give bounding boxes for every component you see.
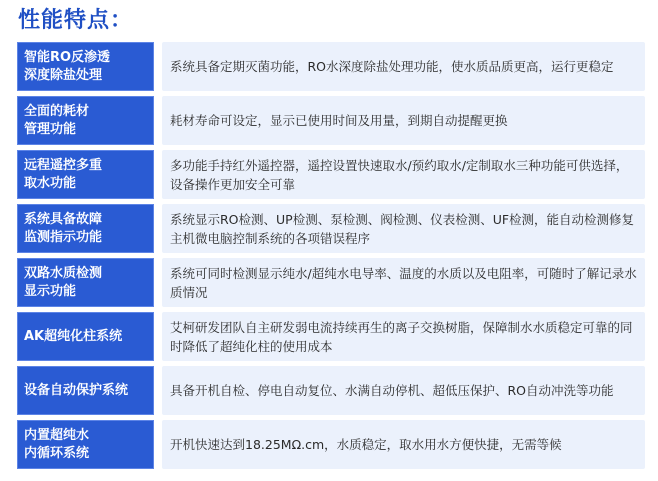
feature-row	[17, 150, 645, 199]
feature-row	[17, 258, 645, 307]
feature-row	[17, 420, 645, 469]
feature-row	[17, 42, 645, 91]
feature-row	[17, 366, 645, 415]
feature-label: 内置超纯水 内循环系统	[17, 420, 154, 469]
feature-description: 具备开机自检、停电自动复位、水满自动停机、超低压保护、RO自动冲洗等功能	[162, 366, 645, 415]
feature-label: 全面的耗材 管理功能	[17, 96, 154, 145]
feature-row	[17, 312, 645, 361]
feature-table	[17, 42, 645, 474]
section-heading	[18, 0, 133, 36]
feature-label: 系统具备故障 监测指示功能	[17, 204, 154, 253]
feature-label: 双路水质检测 显示功能	[17, 258, 154, 307]
feature-description: 耗材寿命可设定，显示已使用时间及用量，到期自动提醒更换	[162, 96, 645, 145]
feature-description: 系统具备定期灭菌功能，RO水深度除盐处理功能，使水质品质更高，运行更稳定	[162, 42, 645, 91]
feature-label: 设备自动保护系统	[17, 366, 154, 415]
feature-label: 远程遥控多重 取水功能	[17, 150, 154, 199]
feature-row	[17, 204, 645, 253]
feature-description: 艾柯研发团队自主研发弱电流持续再生的离子交换树脂，保障制水水质稳定可靠的同时降低了超纯化柱的使用成本	[162, 312, 645, 361]
feature-label: AK超纯化柱系统	[17, 312, 154, 361]
feature-label: 智能RO反渗透 深度除盐处理	[17, 42, 154, 91]
feature-description: 系统可同时检测显示纯水/超纯水电导率、温度的水质以及电阻率，可随时了解记录水质情况	[162, 258, 645, 307]
heading-text: 性能特点：	[18, 7, 134, 33]
feature-description: 系统显示RO检测、UP检测、泵检测、阀检测、仪表检测、UF检测，能自动检测修复主机微电脑控制系统的各项错误程序	[162, 204, 645, 253]
feature-description: 多功能手持红外遥控器，遥控设置快速取水/预约取水/定制取水三种功能可供选择，设备操作更加安全可靠	[162, 150, 645, 199]
feature-description: 开机快速达到18.25MΩ.cm，水质稳定，取水用水方便快捷，无需等候	[162, 420, 645, 469]
feature-row	[17, 96, 645, 145]
